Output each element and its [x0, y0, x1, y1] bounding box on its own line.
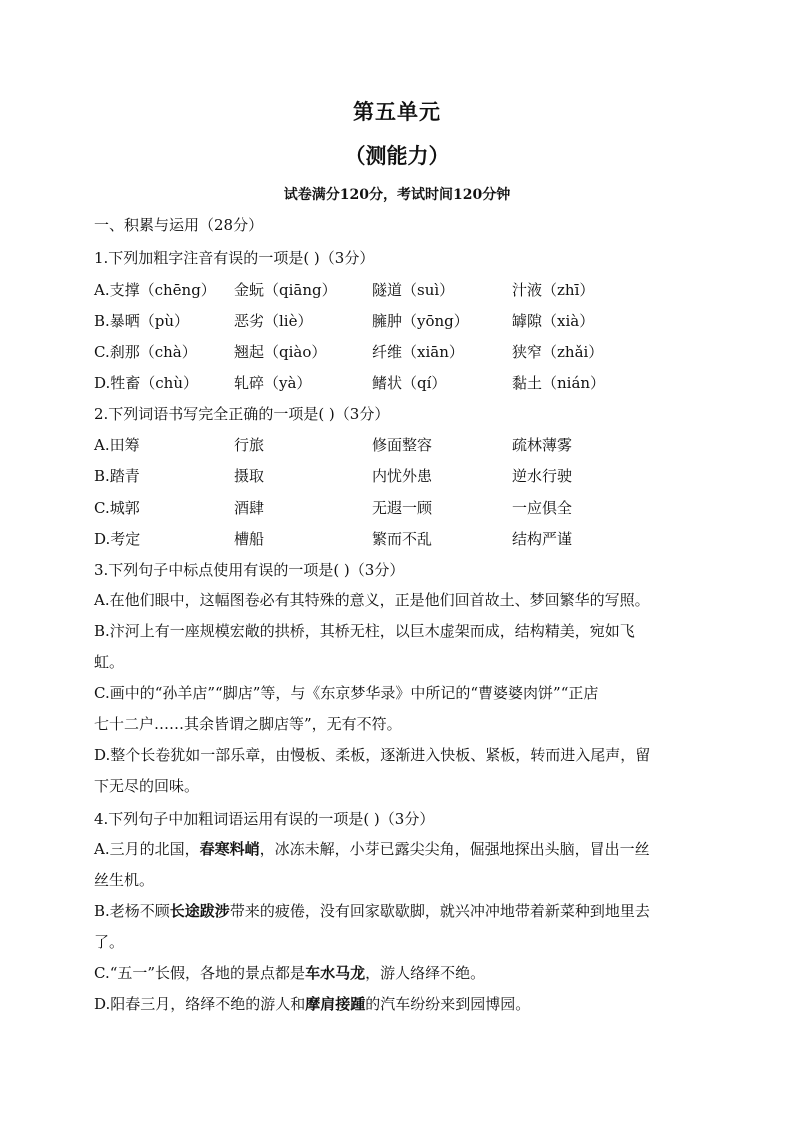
q2-d-2: 槽船 — [234, 530, 265, 548]
q4-option-a-line2: 丝生机。 — [94, 871, 155, 889]
q2-b-3: 内忧外患 — [372, 467, 433, 485]
q1-option-row-d — [94, 372, 694, 394]
q1-d-3: 鳍状（qí） — [372, 374, 447, 392]
q2-c-2: 酒肆 — [234, 499, 265, 517]
subtitle: （测能力） — [344, 143, 450, 168]
q3-option-a: A.在他们眼中，这幅图卷必有其特殊的意义，正是他们回首故土、梦回繁华的写照。 — [94, 591, 650, 609]
section-heading: 一、积累与运用（28分） — [94, 216, 264, 234]
q4-option-d — [94, 989, 694, 1020]
q1-b-2: 恶劣（liè） — [234, 312, 313, 330]
q2-d-4: 结构严谨 — [512, 530, 573, 548]
question-3-stem: 3.下列句子中标点使用有误的一项是( )（3分） — [94, 561, 405, 579]
q1-c-1: C.刹那（chà） — [94, 343, 197, 361]
q2-a-1: A.田筹 — [94, 436, 140, 454]
q2-c-3: 无遐一顾 — [372, 499, 433, 517]
q2-option-row-a — [94, 434, 694, 456]
q4-c-bold-phrase: 车水马龙 — [305, 964, 366, 982]
exam-info: 试卷满分120分，考试时间120分钟 — [283, 187, 511, 203]
q1-c-4: 狭窄（zhǎi） — [512, 343, 604, 361]
q4-d-bold-phrase: 摩肩接踵 — [305, 995, 366, 1013]
q1-c-3: 纤维（xiān） — [372, 343, 464, 361]
q1-b-1: B.暴晒（pù） — [94, 312, 190, 330]
q4-b-text: B.老杨不顾 — [94, 902, 170, 920]
q4-a-bold-phrase: 春寒料峭 — [199, 840, 260, 858]
question-3-options — [94, 585, 694, 802]
q1-b-3: 臃肿（yōng） — [372, 312, 469, 330]
q3-option-b-line2: 虹。 — [94, 653, 125, 671]
q2-a-2: 行旅 — [234, 436, 265, 454]
q3-option-d-line2: 下无尽的回味。 — [94, 777, 200, 795]
q2-option-row-b — [94, 465, 694, 487]
q2-b-2: 摄取 — [234, 467, 265, 485]
q2-b-4: 逆水行驶 — [512, 467, 573, 485]
q4-option-a-line1 — [94, 834, 694, 865]
q1-a-4: 汁液（zhī） — [512, 281, 595, 299]
q2-option-row-d — [94, 528, 694, 550]
q4-a-text: A.三月的北国， — [94, 840, 200, 858]
q2-d-3: 繁而不乱 — [372, 530, 433, 548]
unit-title: 第五单元 — [353, 99, 441, 124]
q1-d-4: 黏土（nián） — [512, 374, 606, 392]
q1-a-3: 隧道（suì） — [372, 281, 455, 299]
q4-b-bold-phrase: 长途跋涉 — [169, 902, 230, 920]
q2-a-4: 疏林薄雾 — [512, 436, 573, 454]
question-4-options — [94, 834, 694, 1020]
q1-option-row-c — [94, 341, 694, 363]
q4-b-text-rest: 带来的疲倦，没有回家歇歇脚，就兴冲冲地带着新菜种到地里去 — [229, 902, 650, 920]
q4-d-text-rest: 的汽车纷纷来到园博园。 — [365, 995, 531, 1013]
q4-c-text: C.“五一”长假，各地的景点都是 — [94, 964, 306, 982]
q1-option-row-b — [94, 310, 694, 332]
q4-a-text-rest: ，冰冻未解，小芽已露尖尖角，倔强地探出头脑，冒出一丝 — [259, 840, 650, 858]
q3-option-c-line2: 七十二户……其余皆谓之脚店等”，无有不符。 — [94, 715, 402, 733]
q1-d-1: D.牲畜（chù） — [94, 374, 198, 392]
question-1-stem: 1.下列加粗字注音有误的一项是( )（3分） — [94, 249, 375, 267]
q1-d-2: 轧碎（yà） — [234, 374, 312, 392]
q4-d-text: D.阳春三月，络绎不绝的游人和 — [94, 995, 306, 1013]
q1-b-4: 罅隙（xià） — [512, 312, 595, 330]
q4-option-c — [94, 958, 694, 989]
q1-option-row-a — [94, 279, 694, 301]
q1-c-2: 翘起（qiào） — [234, 343, 327, 361]
q2-a-3: 修面整容 — [372, 436, 433, 454]
q4-option-b-line1 — [94, 896, 694, 927]
q4-option-b-line2: 了。 — [94, 933, 125, 951]
q3-option-b-line1: B.汴河上有一座规模宏敞的拱桥，其桥无柱，以巨木虚架而成，结构精美，宛如飞 — [94, 622, 635, 640]
q3-option-d-line1: D.整个长卷犹如一部乐章，由慢板、柔板，逐渐进入快板、紧板，转而进入尾声，留 — [94, 746, 651, 764]
q2-c-4: 一应俱全 — [512, 499, 573, 517]
q3-option-c-line1: C.画中的“孙羊店”“脚店”等，与《东京梦华录》中所记的“曹婆婆肉饼”“正店 — [94, 684, 599, 702]
q2-b-1: B.踏青 — [94, 467, 140, 485]
q1-a-1: A.支撑（chēng） — [94, 281, 216, 299]
q4-c-text-rest: ，游人络绎不绝。 — [365, 964, 486, 982]
question-4-stem: 4.下列句子中加粗词语运用有误的一项是( )（3分） — [94, 810, 435, 828]
q2-option-row-c — [94, 497, 694, 519]
q2-d-1: D.考定 — [94, 530, 141, 548]
question-2-stem: 2.下列词语书写完全正确的一项是( )（3分） — [94, 405, 390, 423]
q2-c-1: C.城郭 — [94, 499, 140, 517]
q1-a-2: 金蚖（qiāng） — [234, 281, 337, 299]
